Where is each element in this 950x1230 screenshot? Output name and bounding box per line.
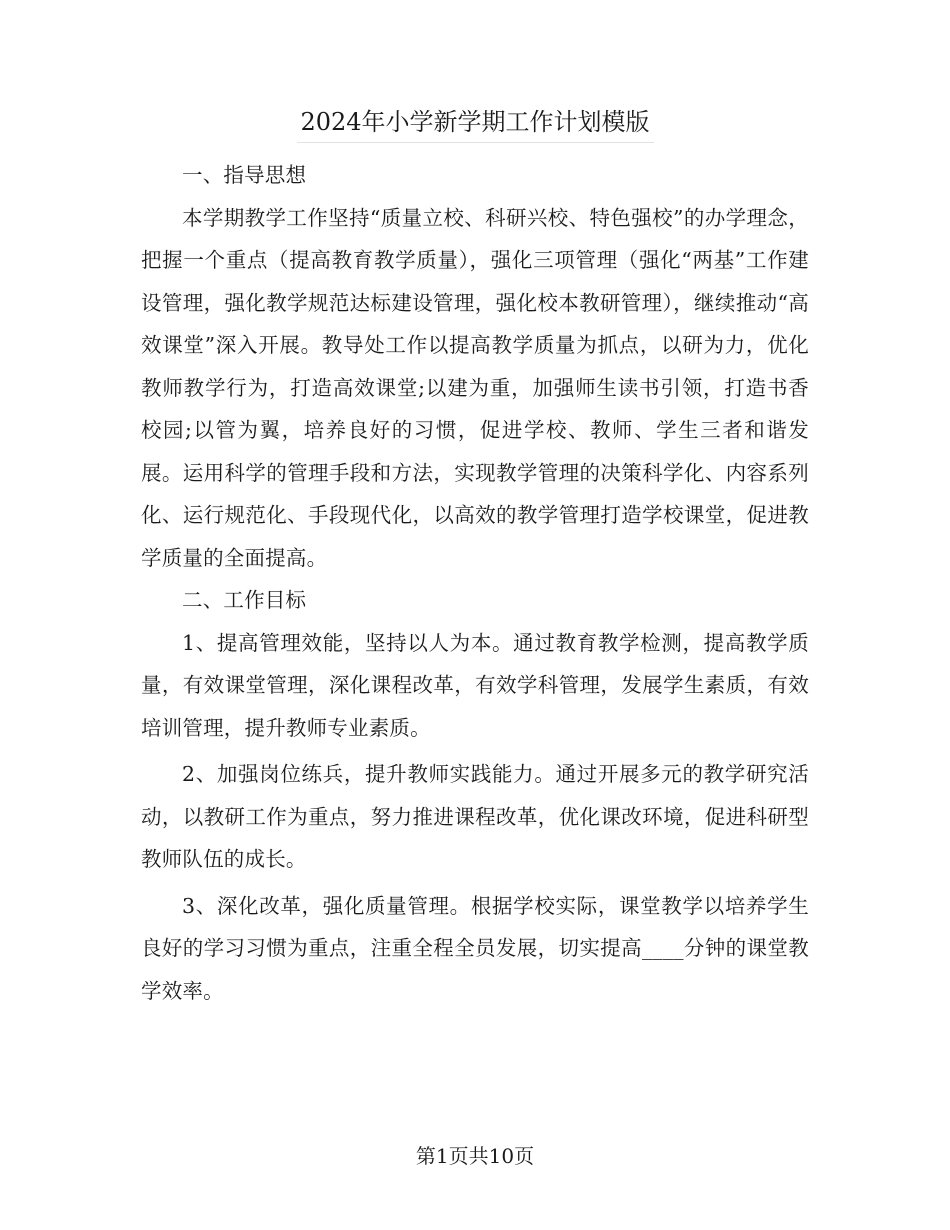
paragraph-goal-2: 2、加强岗位练兵，提升教师实践能力。通过开展多元的教学研究活动，以教研工作为重点，努力推进课程改革，优化课改环境，促进科研型教师队伍的成长。: [141, 762, 809, 871]
section-heading-work-goals: 二、工作目标: [182, 588, 307, 612]
document-body: [141, 154, 809, 1012]
paragraph-goal-3: 3、深化改革，强化质量管理。根据学校实际，课堂教学以培养学生良好的学习习惯为重点，注重全程全员发展，切实提高____分钟的课堂教学效率。: [141, 893, 809, 1003]
title-underline: [297, 142, 654, 143]
paragraph-goal-1: 1、提高管理效能，坚持以人为本。通过教育教学检测，提高教学质量，有效课堂管理，深化课程改革，有效学科管理，发展学生素质，有效培训管理，提升教师专业素质。: [141, 630, 809, 740]
document-title: 2024年小学新学期工作计划模版: [300, 108, 650, 136]
page-number-footer: 第1页共10页: [415, 1144, 535, 1168]
section-heading-guiding-ideology: 一、指导思想: [182, 163, 307, 187]
paragraph-guiding-ideology: 本学期教学工作坚持“质量立校、科研兴校、特色强校”的办学理念，把握一个重点（提高教育教学质量），强化三项管理（强化“两基”工作建设管理，强化教学规范达标建设管理，强化校本教研管理），继续推动“高效课堂”深入开展。教导处工作以提高教学质量为抓点，以研为力，优化教师教学行为，打造高效课堂;以建为重，加强师生读书引领，打造书香校园;以管为翼，培养良好的习惯，促进学校、教师、学生三者和谐发展。运用科学的管理手段和方法，实现教学管理的决策科学化、内容系列化、运行规范化、手段现代化，以高效的教学管理打造学校课堂，促进教学质量的全面提高。: [141, 205, 809, 570]
